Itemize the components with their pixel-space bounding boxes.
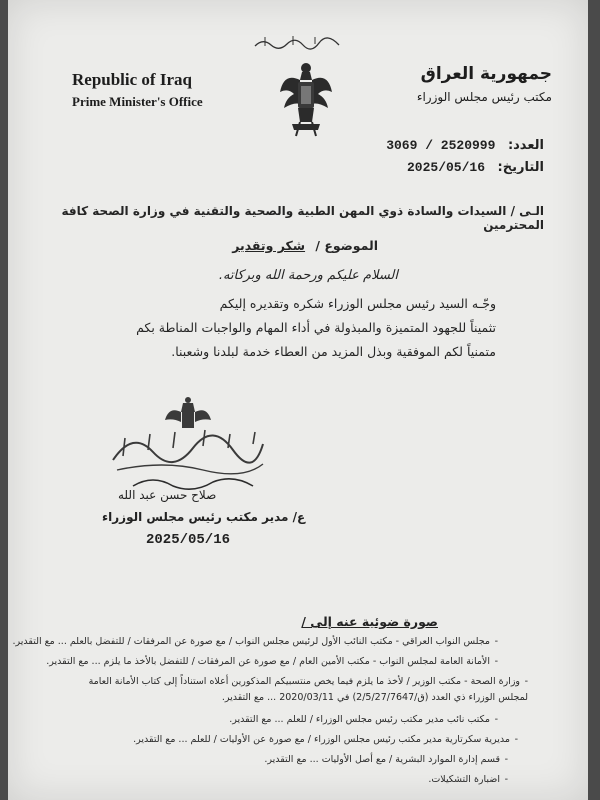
cc-item: -مجلس النواب العراقي - مكتب النائب الأول لرئيس مجلس النواب / مع صورة عن المرفقات / للتفضل بالعلم ... مع التقدير. xyxy=(12,636,498,647)
subject-label: الموضوع / xyxy=(315,238,378,253)
iraq-eagle-emblem-icon xyxy=(278,58,334,140)
cc-item-continued: لمجلس الوزراء ذي العدد (ق/2/5/27/7647) في 2020/03/11 ... مع التقدير. xyxy=(221,692,528,703)
document-page xyxy=(8,0,588,800)
cc-item: -وزارة الصحة - مكتب الوزير / لأخذ ما يلزم فيما يخص منتسبيكم المذكورين أعلاه استناداً إلى كتاب الأمانة العامة xyxy=(88,676,528,687)
date-label: التاريخ: xyxy=(497,160,544,175)
header-en-title: Republic of Iraq xyxy=(72,70,192,89)
header-ar-title: جمهورية العراق xyxy=(420,64,552,84)
cc-item: -اضبارة التشكيلات. xyxy=(428,774,508,785)
letter-subject xyxy=(232,238,378,253)
cc-item: -مكتب نائب مدير مكتب رئيس مجلس الوزراء / للعلم ... مع التقدير. xyxy=(229,714,498,725)
letter-para-3: متمنياً لكم الموفقية وبذل المزيد من العطاء خدمة لبلدنا وشعبنا. xyxy=(171,344,496,359)
signatory-role: ع/ مدير مكتب رئيس مجلس الوزراء xyxy=(102,510,306,524)
subject-value: شكر وتقدير xyxy=(232,238,306,253)
letter-para-2: تثميناً للجهود المتميزة والمبذولة في أداء المهام والواجبات المناطة بكم xyxy=(136,320,496,335)
letter-addressee: الـى / السيدات والسادة ذوي المهن الطبية والصحية والتقنية في وزارة الصحة كافة المحترمين xyxy=(61,204,544,232)
cc-heading: صورة ضوئية عنه إلى / xyxy=(301,614,438,629)
number-value: 3069 / 2520999 xyxy=(386,138,496,153)
header-ar-subtitle: مكتب رئيس مجلس الوزراء xyxy=(416,90,552,104)
document-date xyxy=(407,160,544,175)
basmala-calligraphy xyxy=(253,34,343,50)
document-number xyxy=(386,138,544,153)
cc-item: -مديرية سكرتارية مدير مكتب رئيس مجلس الوزراء / مع صورة عن الأوليات / للعلم ... مع التقدير. xyxy=(133,734,518,745)
letter-para-1: وجّـه السيد رئيس مجلس الوزراء شكره وتقديره إليكم xyxy=(219,296,496,311)
signature-date: 2025/05/16 xyxy=(146,532,231,548)
date-value: 2025/05/16 xyxy=(406,160,485,175)
header-en-subtitle: Prime Minister's Office xyxy=(72,94,203,109)
signatory-name: صلاح حسن عبد الله xyxy=(118,488,217,502)
number-label: العدد: xyxy=(507,138,544,153)
letter-greeting: السلام عليكم ورحمة الله وبركاته. xyxy=(218,268,398,283)
office-stamp xyxy=(103,390,273,500)
cc-item: -قسم إدارة الموارد البشرية / مع أصل الأوليات ... مع التقدير. xyxy=(264,754,508,765)
cc-item: -الأمانة العامة لمجلس النواب - مكتب الأمين العام / مع صورة عن المرفقات / للتفضل بالأخذ ما يلزم ... مع التقدير. xyxy=(46,656,498,667)
